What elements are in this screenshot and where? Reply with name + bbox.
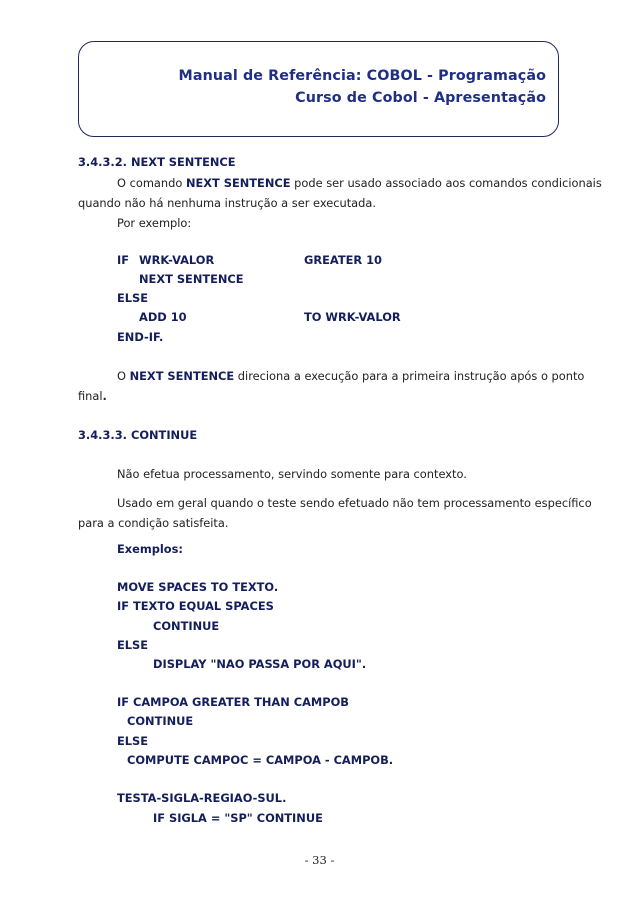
paragraph-line: final. bbox=[78, 389, 107, 403]
page-number: - 33 - bbox=[304, 853, 335, 867]
code-line: ELSE bbox=[117, 734, 149, 748]
code-end-if: END-IF. bbox=[117, 330, 164, 344]
code-to: TO WRK-VALOR bbox=[304, 310, 401, 324]
section-heading-next-sentence: 3.4.3.2. NEXT SENTENCE bbox=[78, 155, 236, 169]
code-line: MOVE SPACES TO TEXTO. bbox=[117, 580, 279, 594]
code-next-sentence: NEXT SENTENCE bbox=[139, 272, 244, 286]
code-line: IF TEXTO EQUAL SPACES bbox=[117, 599, 274, 613]
header-title: Manual de Referência: COBOL - Programação bbox=[178, 68, 546, 84]
code-field: WRK-VALOR bbox=[139, 253, 215, 267]
paragraph-line: O NEXT SENTENCE direciona a execução para a primeira instrução após o ponto bbox=[117, 369, 585, 383]
code-line: CONTINUE bbox=[153, 619, 220, 633]
section-heading-continue: 3.4.3.3. CONTINUE bbox=[78, 428, 198, 442]
paragraph-line: Não efetua processamento, servindo somente para contexto. bbox=[117, 467, 467, 481]
code-line: TESTA-SIGLA-REGIAO-SUL. bbox=[117, 791, 287, 805]
examples-label: Exemplos: bbox=[117, 542, 183, 556]
code-line: COMPUTE CAMPOC = CAMPOA - CAMPOB. bbox=[127, 753, 394, 767]
paragraph-line: O comando NEXT SENTENCE pode ser usado associado aos comandos condicionais bbox=[117, 176, 602, 190]
code-line: ELSE bbox=[117, 638, 149, 652]
code-keyword-if: IF bbox=[117, 253, 130, 267]
code-line: DISPLAY "NAO PASSA POR AQUI". bbox=[153, 657, 367, 671]
paragraph-line: quando não há nenhuma instrução a ser executada. bbox=[78, 196, 376, 210]
code-line: IF CAMPOA GREATER THAN CAMPOB bbox=[117, 695, 349, 709]
paragraph-line: Usado em geral quando o teste sendo efetuado não tem processamento específico bbox=[117, 496, 592, 510]
code-line: IF SIGLA = "SP" CONTINUE bbox=[153, 811, 323, 825]
example-label: Por exemplo: bbox=[117, 216, 192, 230]
paragraph-line: para a condição satisfeita. bbox=[78, 516, 229, 530]
code-line: CONTINUE bbox=[127, 714, 194, 728]
header-subtitle: Curso de Cobol - Apresentação bbox=[295, 90, 546, 106]
header-box bbox=[78, 41, 559, 137]
code-keyword-else: ELSE bbox=[117, 291, 149, 305]
code-add: ADD 10 bbox=[139, 310, 187, 324]
code-condition: GREATER 10 bbox=[304, 253, 382, 267]
